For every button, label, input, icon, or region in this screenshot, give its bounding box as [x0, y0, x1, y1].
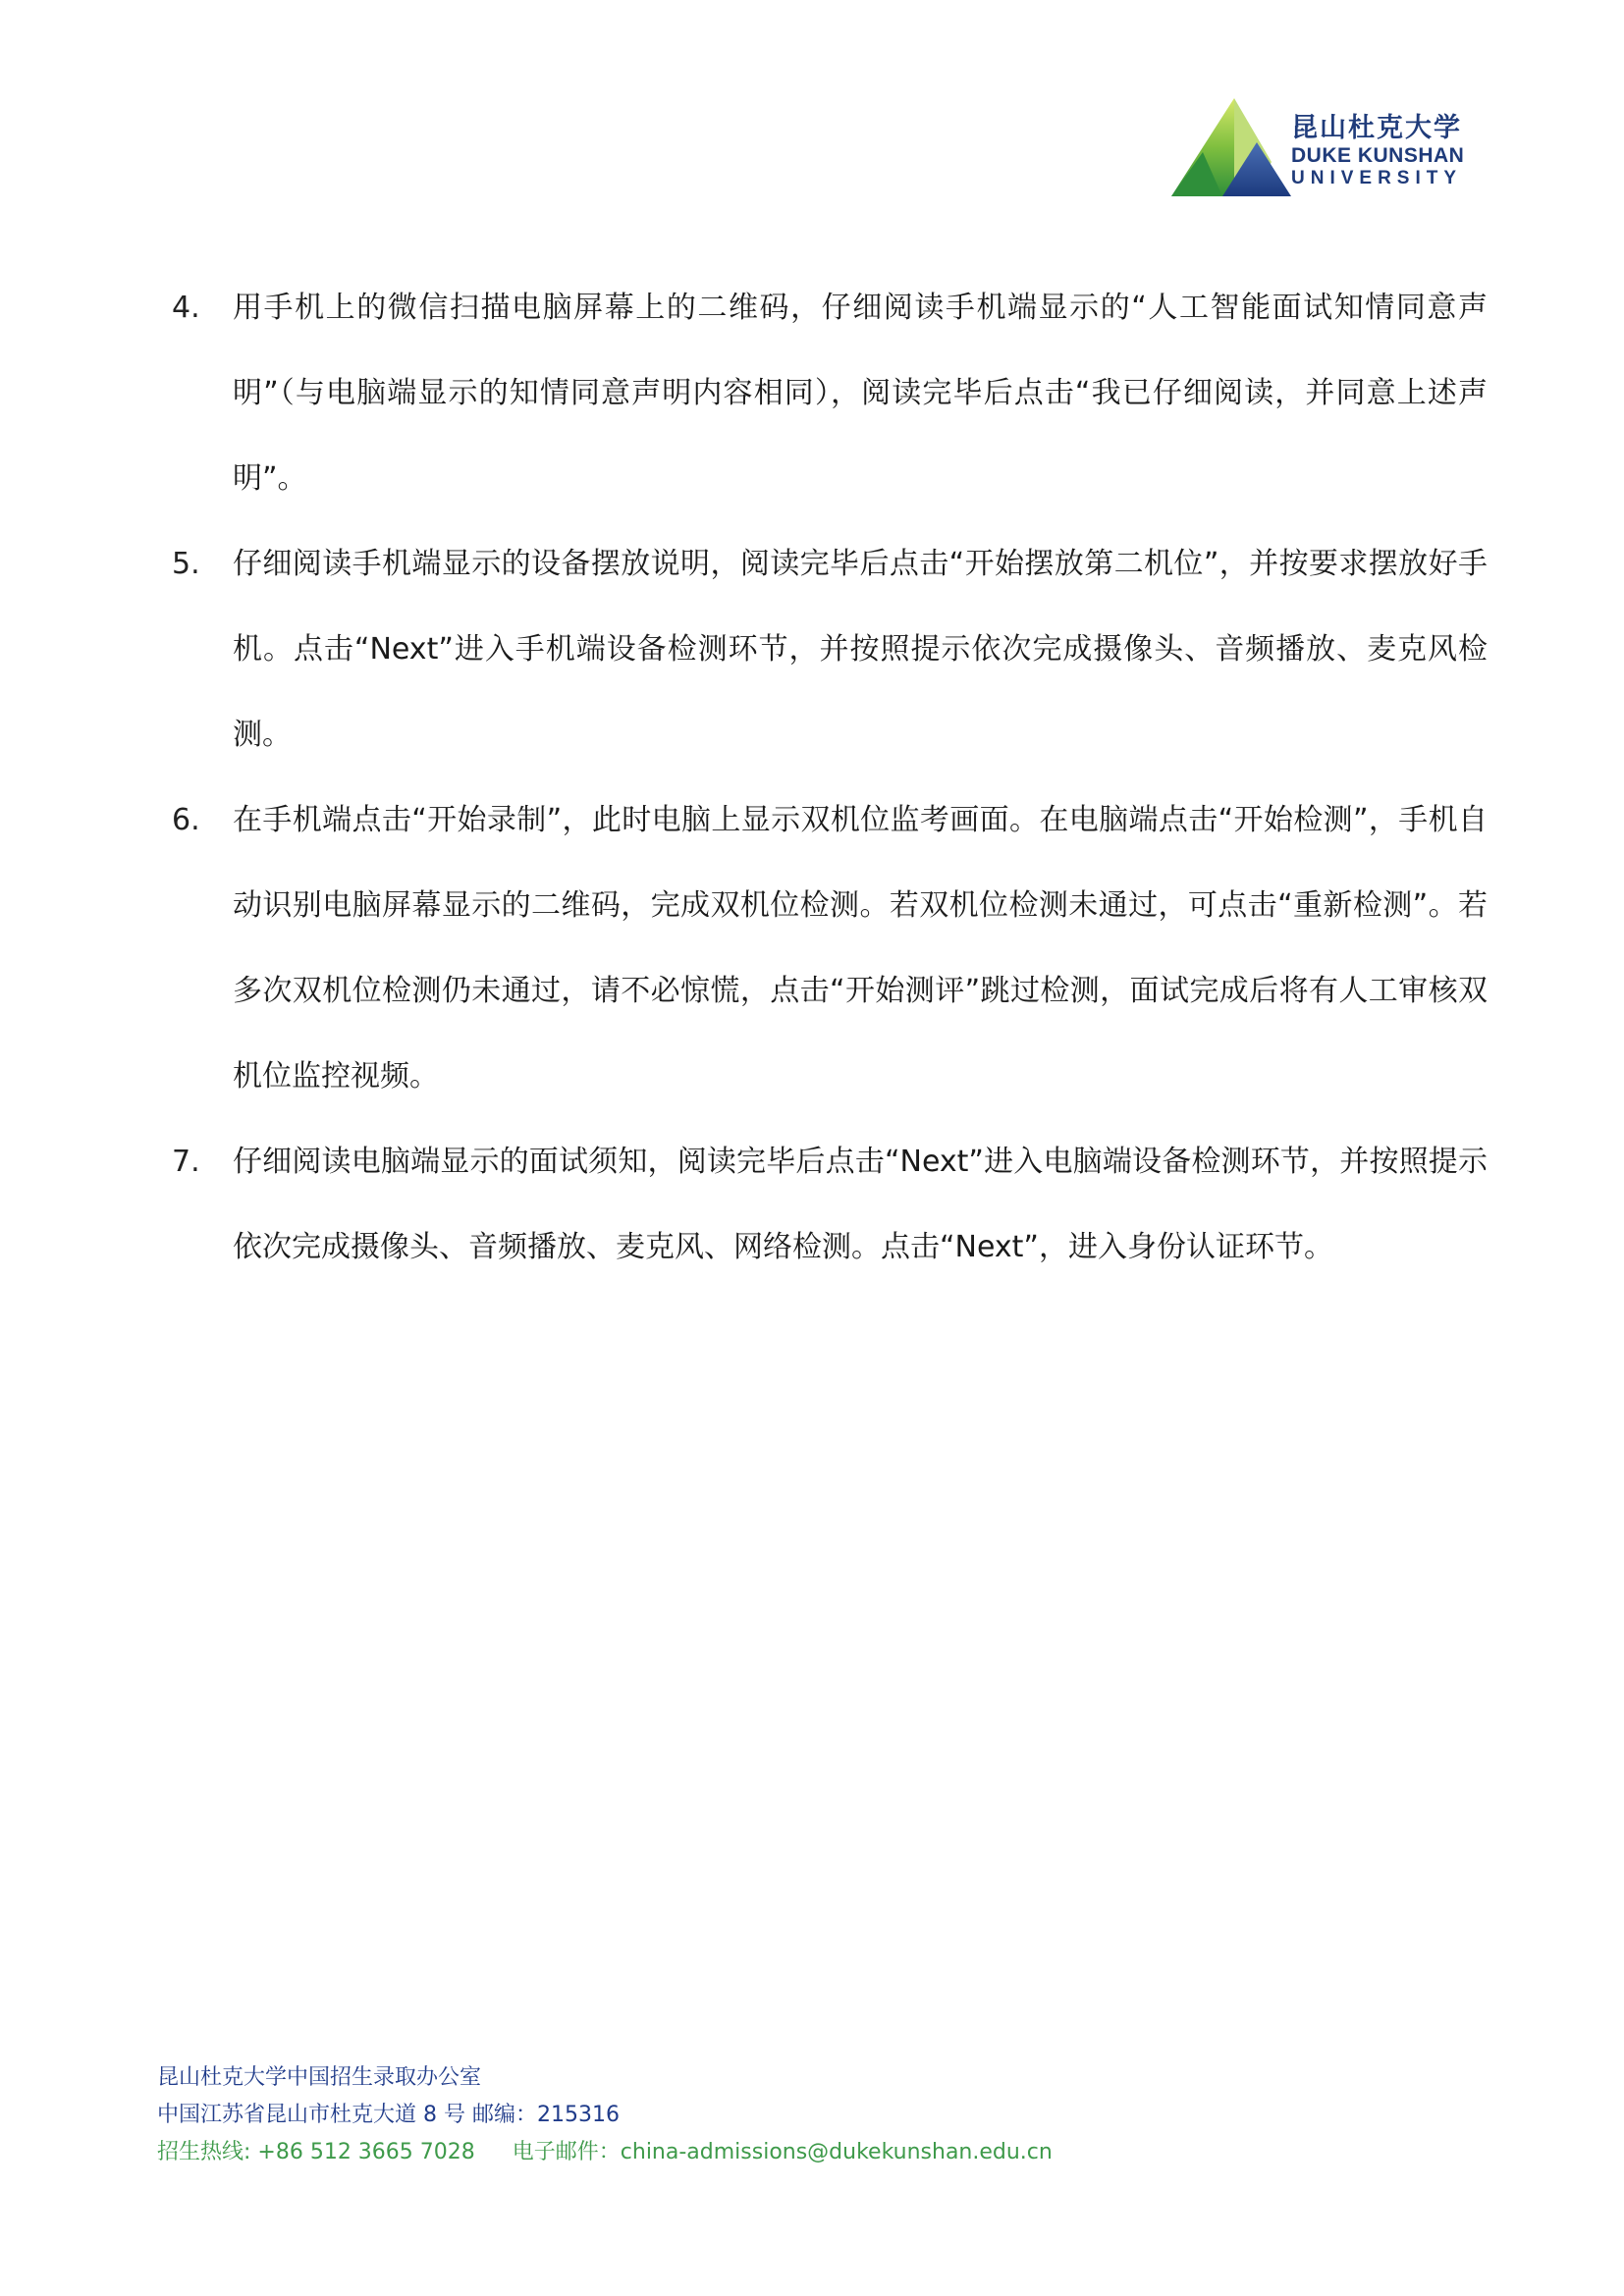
list-item	[172, 521, 1488, 777]
item-text: 用手机上的微信扫描电脑屏幕上的二维码，仔细阅读手机端显示的“人工智能面试知情同意声明”（与电脑端显示的知情同意声明内容相同），阅读完毕后点击“我已仔细阅读，并同意上述声明”。	[233, 291, 1488, 496]
instruction-list	[172, 265, 1488, 1290]
item-number: 6.	[172, 803, 200, 837]
logo-text	[1291, 113, 1488, 189]
footer-hotline: 招生热线: +86 512 3665 7028	[157, 2140, 475, 2164]
item-text: 在手机端点击“开始录制”，此时电脑上显示双机位监考画面。在电脑端点击“开始检测”，手机自动识别电脑屏幕显示的二维码，完成双机位检测。若双机位检测未通过，可点击“重新检测”。若多次双机位检测仍未通过，请不必惊慌，点击“开始测评”跳过检测，面试完成后将有人工审核双机位监控视频。	[233, 803, 1488, 1094]
footer-office: 昆山杜克大学中国招生录取办公室	[157, 2065, 482, 2090]
page-footer	[157, 2059, 1434, 2171]
logo-english-name-line1: DUKE KUNSHAN	[1291, 144, 1465, 167]
footer-email[interactable]: 电子邮件：china-admissions@dukekunshan.edu.cn	[512, 2140, 1053, 2164]
item-text: 仔细阅读手机端显示的设备摆放说明，阅读完毕后点击“开始摆放第二机位”，并按要求摆放好手机。点击“Next”进入手机端设备检测环节，并按照提示依次完成摄像头、音频播放、麦克风检测。	[233, 547, 1488, 752]
item-number: 4.	[172, 291, 200, 325]
mountain-logo-icon	[1164, 93, 1291, 201]
footer-contact	[157, 2134, 1434, 2171]
logo-english-name-line2: UNIVERSITY	[1291, 168, 1463, 188]
logo-chinese-name: 昆山杜克大学	[1291, 113, 1462, 143]
item-text: 仔细阅读电脑端显示的面试须知，阅读完毕后点击“Next”进入电脑端设备检测环节，并按照提示依次完成摄像头、音频播放、麦克风、网络检测。点击“Next”，进入身份认证环节。	[233, 1145, 1488, 1264]
university-logo	[1164, 93, 1488, 201]
list-item	[172, 777, 1488, 1119]
list-item	[172, 265, 1488, 521]
footer-address: 中国江苏省昆山市杜克大道 8 号 邮编：215316	[157, 2103, 620, 2127]
item-number: 7.	[172, 1145, 200, 1179]
list-item	[172, 1119, 1488, 1290]
item-number: 5.	[172, 547, 200, 581]
